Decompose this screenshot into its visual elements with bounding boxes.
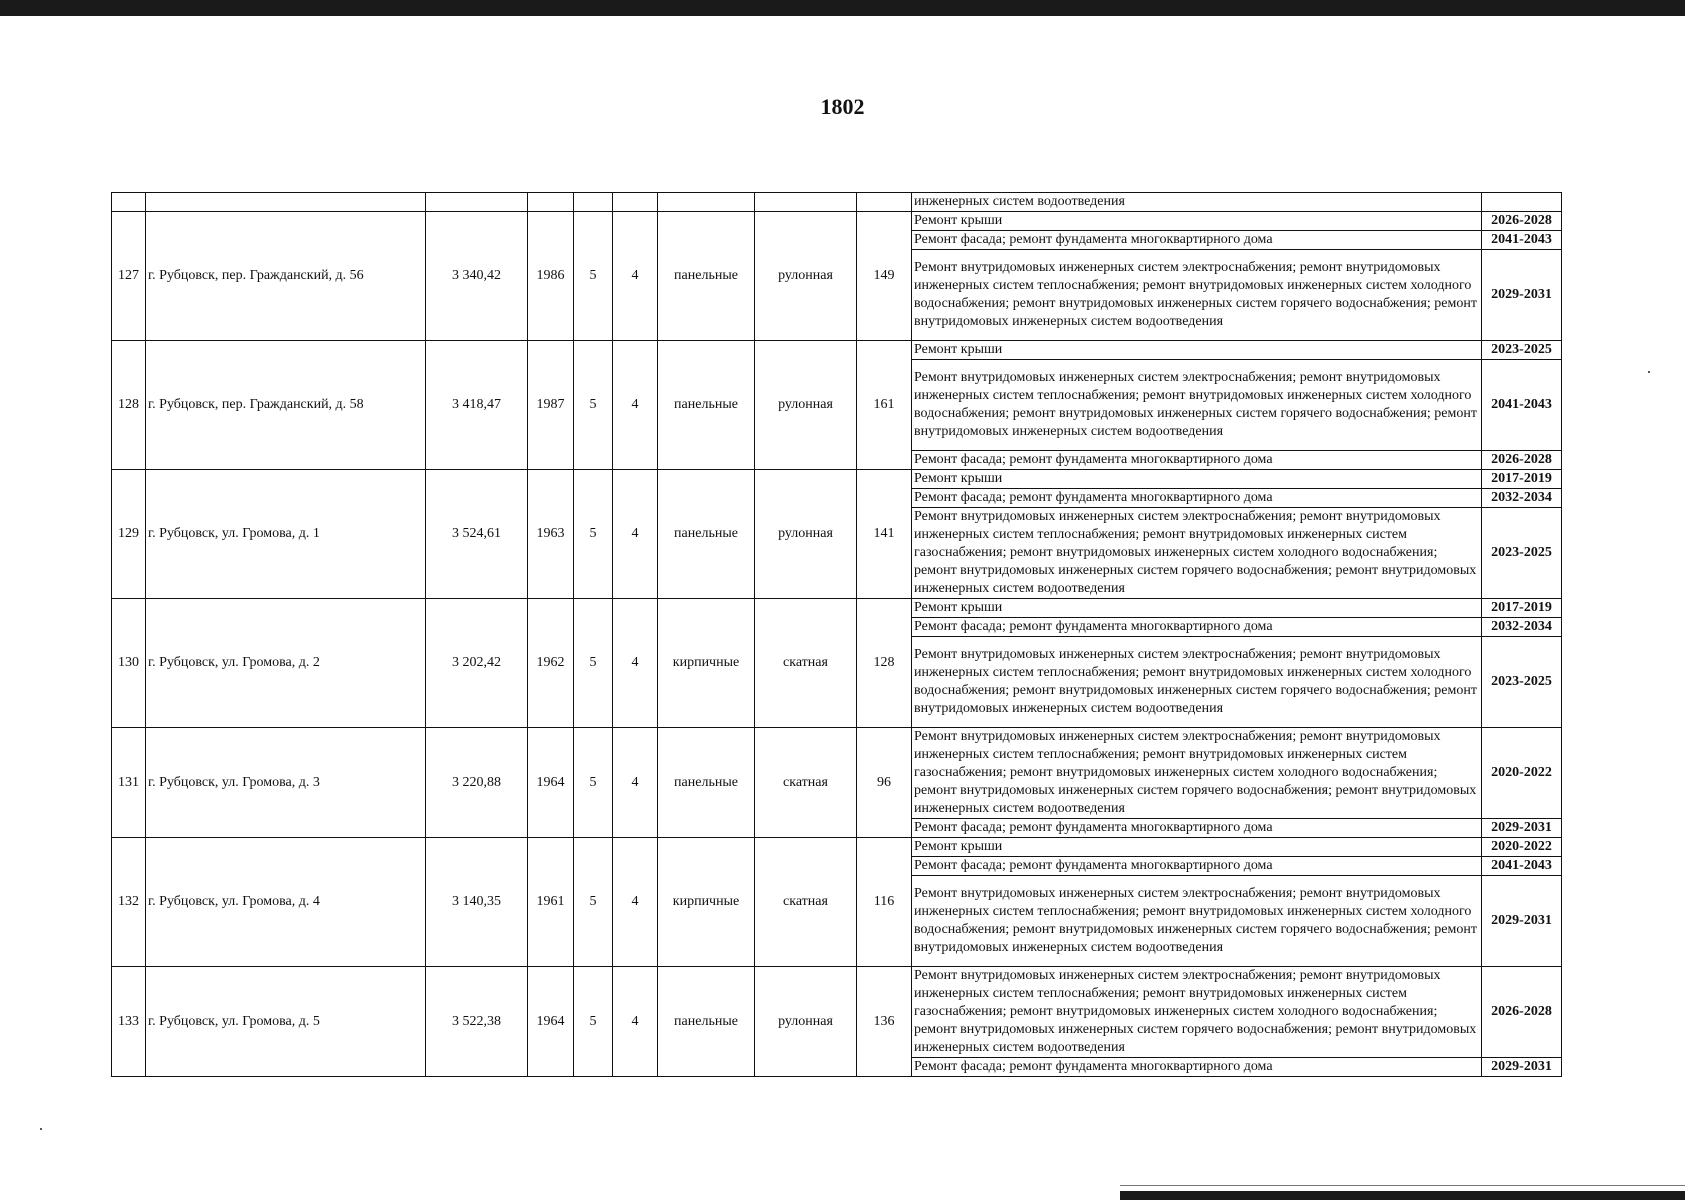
cell-area [426,193,528,212]
cell-residents: 161 [857,341,912,470]
cell-roof: скатная [755,838,857,967]
cell-period: 2026-2028 [1482,212,1562,231]
cell-period [1482,193,1562,212]
cell-work: Ремонт крыши [912,341,1482,360]
cell-floors: 5 [574,967,613,1077]
cell-entrances: 4 [613,212,658,341]
cell-area: 3 202,42 [426,599,528,728]
cell-work: Ремонт внутридомовых инженерных систем электроснабжения; ремонт внутридомовых инженерных систем теплоснабжения; ремонт внутридомовых инженерных систем холодного водоснабжения; ремонт внутридомовых инженерных систем горячего водоснабжения; ремонт внутридомовых инженерных систем водоотведения [912,250,1482,341]
cell-area: 3 524,61 [426,470,528,599]
cell-residents: 136 [857,967,912,1077]
cell-num: 130 [112,599,146,728]
cell-year: 1964 [528,728,574,838]
cell-address: г. Рубцовск, пер. Гражданский, д. 58 [146,341,426,470]
cell-period: 2032-2034 [1482,489,1562,508]
cell-num: 132 [112,838,146,967]
cell-period: 2023-2025 [1482,637,1562,728]
cell-period: 2026-2028 [1482,967,1562,1058]
cell-floors [574,193,613,212]
cell-floors: 5 [574,599,613,728]
cell-residents: 96 [857,728,912,838]
cell-period: 2029-2031 [1482,876,1562,967]
cell-num: 128 [112,341,146,470]
scan-top-border [0,0,1685,16]
table-row [112,838,1562,857]
cell-year: 1986 [528,212,574,341]
buildings-table [111,192,1562,1077]
cell-period: 2020-2022 [1482,838,1562,857]
cell-year: 1963 [528,470,574,599]
cell-walls: панельные [658,728,755,838]
cell-period: 2032-2034 [1482,618,1562,637]
cell-address: г. Рубцовск, пер. Гражданский, д. 56 [146,212,426,341]
cell-entrances: 4 [613,967,658,1077]
cell-work: Ремонт фасада; ремонт фундамента многоквартирного дома [912,451,1482,470]
carry-over-row [112,193,1562,212]
cell-num: 129 [112,470,146,599]
cell-work: Ремонт крыши [912,838,1482,857]
cell-walls: кирпичные [658,599,755,728]
cell-period: 2041-2043 [1482,857,1562,876]
cell-work: Ремонт крыши [912,599,1482,618]
cell-roof: рулонная [755,341,857,470]
cell-address: г. Рубцовск, ул. Громова, д. 3 [146,728,426,838]
cell-address: г. Рубцовск, ул. Громова, д. 5 [146,967,426,1077]
cell-residents: 116 [857,838,912,967]
cell-roof [755,193,857,212]
cell-year [528,193,574,212]
cell-roof: рулонная [755,212,857,341]
cell-year: 1964 [528,967,574,1077]
cell-entrances: 4 [613,838,658,967]
cell-entrances: 4 [613,728,658,838]
table-row [112,967,1562,1058]
cell-work: Ремонт фасада; ремонт фундамента многоквартирного дома [912,231,1482,250]
cell-area: 3 522,38 [426,967,528,1077]
cell-residents: 149 [857,212,912,341]
page-number: 1802 [820,94,865,119]
cell-address: г. Рубцовск, ул. Громова, д. 4 [146,838,426,967]
cell-area: 3 220,88 [426,728,528,838]
cell-work: Ремонт фасада; ремонт фундамента многоквартирного дома [912,819,1482,838]
cell-period: 2029-2031 [1482,250,1562,341]
table-row [112,341,1562,360]
cell-period: 2023-2025 [1482,341,1562,360]
cell-area: 3 418,47 [426,341,528,470]
cell-walls: панельные [658,212,755,341]
cell-work: Ремонт внутридомовых инженерных систем электроснабжения; ремонт внутридомовых инженерных систем теплоснабжения; ремонт внутридомовых инженерных систем холодного водоснабжения; ремонт внутридомовых инженерных систем горячего водоснабжения; ремонт внутридомовых инженерных систем водоотведения [912,360,1482,451]
cell-year: 1962 [528,599,574,728]
cell-residents [857,193,912,212]
cell-entrances [613,193,658,212]
cell-year: 1961 [528,838,574,967]
scan-bottom-line [1120,1185,1685,1186]
cell-work: Ремонт внутридомовых инженерных систем электроснабжения; ремонт внутридомовых инженерных систем теплоснабжения; ремонт внутридомовых инженерных систем холодного водоснабжения; ремонт внутридомовых инженерных систем горячего водоснабжения; ремонт внутридомовых инженерных систем водоотведения [912,876,1482,967]
cell-num: 131 [112,728,146,838]
cell-period: 2020-2022 [1482,728,1562,819]
cell-entrances: 4 [613,599,658,728]
cell-walls: панельные [658,470,755,599]
cell-entrances: 4 [613,341,658,470]
cell-roof: скатная [755,599,857,728]
cell-num: 127 [112,212,146,341]
cell-floors: 5 [574,838,613,967]
cell-roof: скатная [755,728,857,838]
cell-period: 2029-2031 [1482,819,1562,838]
cell-work: Ремонт внутридомовых инженерных систем электроснабжения; ремонт внутридомовых инженерных систем теплоснабжения; ремонт внутридомовых инженерных систем газоснабжения; ремонт внутридомовых инженерных систем холодного водоснабжения; ремонт внутридомовых инженерных систем горячего водоснабжения; ремонт внутридомовых инженерных систем водоотведения [912,728,1482,819]
table-row [112,599,1562,618]
cell-num: 133 [112,967,146,1077]
scan-speck [1648,371,1650,373]
table-row [112,212,1562,231]
cell-residents: 128 [857,599,912,728]
cell-walls: кирпичные [658,838,755,967]
cell-address: г. Рубцовск, ул. Громова, д. 2 [146,599,426,728]
cell-year: 1987 [528,341,574,470]
table-row [112,470,1562,489]
scan-speck [40,1128,42,1130]
cell-area: 3 340,42 [426,212,528,341]
cell-roof: рулонная [755,470,857,599]
cell-work: Ремонт фасада; ремонт фундамента многоквартирного дома [912,857,1482,876]
cell-work: Ремонт крыши [912,212,1482,231]
cell-floors: 5 [574,728,613,838]
cell-address: г. Рубцовск, ул. Громова, д. 1 [146,470,426,599]
cell-work: Ремонт крыши [912,470,1482,489]
cell-walls [658,193,755,212]
cell-work: Ремонт внутридомовых инженерных систем электроснабжения; ремонт внутридомовых инженерных систем теплоснабжения; ремонт внутридомовых инженерных систем газоснабжения; ремонт внутридомовых инженерных систем холодного водоснабжения; ремонт внутридомовых инженерных систем горячего водоснабжения; ремонт внутридомовых инженерных систем водоотведения [912,508,1482,599]
cell-work: Ремонт внутридомовых инженерных систем электроснабжения; ремонт внутридомовых инженерных систем теплоснабжения; ремонт внутридомовых инженерных систем газоснабжения; ремонт внутридомовых инженерных систем холодного водоснабжения; ремонт внутридомовых инженерных систем горячего водоснабжения; ремонт внутридомовых инженерных систем водоотведения [912,967,1482,1058]
cell-floors: 5 [574,212,613,341]
cell-area: 3 140,35 [426,838,528,967]
cell-walls: панельные [658,341,755,470]
table-row [112,728,1562,819]
cell-period: 2041-2043 [1482,360,1562,451]
cell-period: 2023-2025 [1482,508,1562,599]
cell-floors: 5 [574,341,613,470]
scan-bottom-border [1120,1191,1685,1200]
cell-address [146,193,426,212]
cell-walls: панельные [658,967,755,1077]
cell-period: 2017-2019 [1482,470,1562,489]
cell-floors: 5 [574,470,613,599]
cell-period: 2029-2031 [1482,1058,1562,1077]
cell-period: 2026-2028 [1482,451,1562,470]
cell-roof: рулонная [755,967,857,1077]
cell-num [112,193,146,212]
cell-work: Ремонт фасада; ремонт фундамента многоквартирного дома [912,1058,1482,1077]
cell-work: инженерных систем водоотведения [912,193,1482,212]
cell-period: 2017-2019 [1482,599,1562,618]
cell-work: Ремонт фасада; ремонт фундамента многоквартирного дома [912,489,1482,508]
cell-period: 2041-2043 [1482,231,1562,250]
cell-entrances: 4 [613,470,658,599]
cell-work: Ремонт фасада; ремонт фундамента многоквартирного дома [912,618,1482,637]
cell-residents: 141 [857,470,912,599]
cell-work: Ремонт внутридомовых инженерных систем электроснабжения; ремонт внутридомовых инженерных систем теплоснабжения; ремонт внутридомовых инженерных систем холодного водоснабжения; ремонт внутридомовых инженерных систем горячего водоснабжения; ремонт внутридомовых инженерных систем водоотведения [912,637,1482,728]
